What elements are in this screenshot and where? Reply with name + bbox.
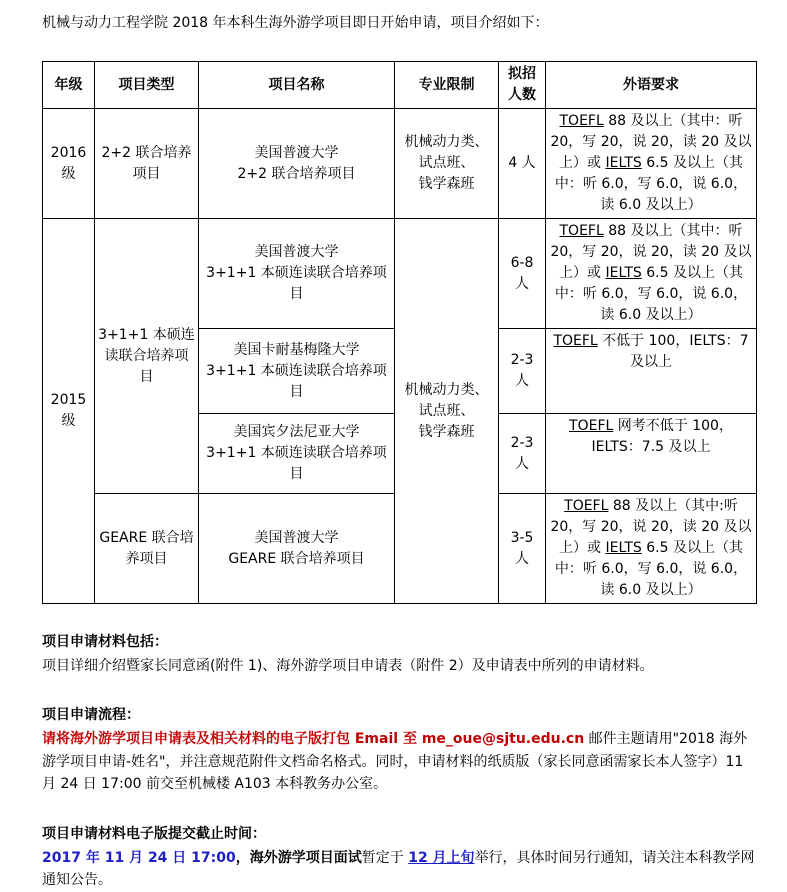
section-materials-body: 项目详细介绍暨家长同意函(附件 1)、海外游学项目申请表（附件 2）及申请表中所列的申请材料。 — [42, 657, 654, 674]
section-materials-title: 项目申请材料包括： — [42, 634, 168, 650]
cell-lang-row4 — [546, 414, 757, 494]
section-materials — [42, 631, 756, 677]
text-segment: 88 及以上（其中：听 20，写 20，说 20，读 20 及以上）或 — [550, 113, 752, 171]
cell-major-2016: 机械动力类、 试点班、 钱学森班 — [395, 109, 499, 219]
text-segment: 网考不低于 100，IELTS：7.5 及以上 — [591, 418, 733, 455]
cell-major-2015: 机械动力类、 试点班、 钱学森班 — [395, 219, 499, 604]
cell-quota-row1: 4 人 — [499, 109, 546, 219]
text-segment: 请将海外游学项目申请表及相关材料的电子版打包 Email 至 — [42, 731, 422, 748]
header-cell-program-name: 项目名称 — [199, 62, 395, 109]
table-row-2016-2plus2 — [43, 109, 757, 219]
text-segment: 暂定于 — [361, 849, 409, 866]
header-cell-major-limit: 专业限制 — [395, 62, 499, 109]
header-cell-quota: 拟招人数 — [499, 62, 546, 109]
text-segment: TOEFL — [559, 113, 604, 129]
text-segment: IELTS — [605, 155, 642, 171]
cell-grade-2016: 2016 级 — [43, 109, 95, 219]
text-segment: IELTS — [605, 265, 642, 281]
cell-name-purdue-311: 美国普渡大学 3+1+1 本硕连读联合培养项目 — [199, 219, 395, 329]
cell-name-cmu-311: 美国卡耐基梅隆大学 3+1+1 本硕连读联合培养项目 — [199, 329, 395, 414]
section-deadline-title: 项目申请材料电子版提交截止时间： — [42, 826, 266, 843]
text-segment: ，海外游学项目面试 — [235, 849, 362, 866]
section-process — [42, 704, 756, 796]
cell-name-upenn-311: 美国宾夕法尼亚大学 3+1+1 本硕连读联合培养项目 — [199, 414, 395, 494]
header-cell-grade: 年级 — [43, 62, 95, 109]
cell-type-geare: GEARE 联合培养项目 — [95, 494, 199, 604]
program-table — [42, 61, 757, 604]
text-segment: TOEFL — [559, 223, 604, 239]
interview-period: 12 月上旬 — [408, 849, 475, 866]
text-segment: IELTS — [605, 540, 642, 556]
cell-name-purdue-geare: 美国普渡大学 GEARE 联合培养项目 — [199, 494, 395, 604]
text-segment: 6.5 及以上（其中：听 6.0，写 6.0，说 6.0，读 6.0 及以上） — [554, 540, 748, 598]
text-segment: 88 及以上（其中:听 20，写 20，说 20，读 20 及以上）或 — [550, 498, 752, 556]
text-segment: 88 及以上（其中：听 20，写 20，说 20，读 20 及以上）或 — [550, 223, 752, 281]
cell-lang-row1 — [546, 109, 757, 219]
cell-lang-row5 — [546, 494, 757, 604]
cell-lang-row2 — [546, 219, 757, 329]
cell-quota-row2: 6-8 人 — [499, 219, 546, 329]
cell-lang-row3 — [546, 329, 757, 414]
intro-text: 机械与动力工程学院 2018 年本科生海外游学项目即日开始申请，项目介绍如下： — [42, 15, 549, 31]
section-deadline — [42, 823, 756, 892]
email-address: me_oue@sjtu.edu.cn — [421, 731, 585, 748]
section-process-body — [42, 728, 756, 796]
text-segment: 6.5 及以上（其中：听 6.0，写 6.0，说 6.0，读 6.0 及以上） — [554, 155, 748, 213]
cell-type-2plus2: 2+2 联合培养项目 — [95, 109, 199, 219]
section-deadline-body — [42, 847, 756, 892]
text-segment: 不低于 100，IELTS：7 及以上 — [597, 333, 749, 370]
header-cell-language-req: 外语要求 — [546, 62, 757, 109]
header-cell-program-type: 项目类型 — [95, 62, 199, 109]
text-segment: TOEFL — [569, 418, 614, 434]
table-row-purdue-311 — [43, 219, 757, 329]
deadline-datetime: 2017 年 11 月 24 日 17:00 — [42, 849, 236, 866]
cell-grade-2015: 2015 级 — [43, 219, 95, 604]
cell-type-311: 3+1+1 本硕连读联合培养项目 — [95, 219, 199, 494]
text-segment: TOEFL — [553, 333, 598, 349]
section-process-title: 项目申请流程： — [42, 707, 140, 724]
cell-name-purdue-2plus2: 美国普渡大学 2+2 联合培养项目 — [199, 109, 395, 219]
text-segment: 6.5 及以上（其中：听 6.0，写 6.0，说 6.0，读 6.0 及以上） — [554, 265, 748, 323]
cell-quota-row4: 2-3 人 — [499, 414, 546, 494]
cell-quota-row3: 2-3 人 — [499, 329, 546, 414]
cell-quota-row5: 3-5 人 — [499, 494, 546, 604]
text-segment: TOEFL — [564, 498, 609, 514]
text-segment: 邮件主题请用"2018 海外游学项目申请-姓名"，并注意规范附件文档命名格式。同时，申请材料的纸质版（家长同意函需家长本人签字）11 月 24 日 17:00 前交至机械楼 A103 本科教务办公室。 — [42, 731, 748, 793]
table-header-row — [43, 62, 757, 109]
text-segment: 举行，具体时间另行通知，请关注本科教学网通知公告。 — [42, 849, 755, 889]
